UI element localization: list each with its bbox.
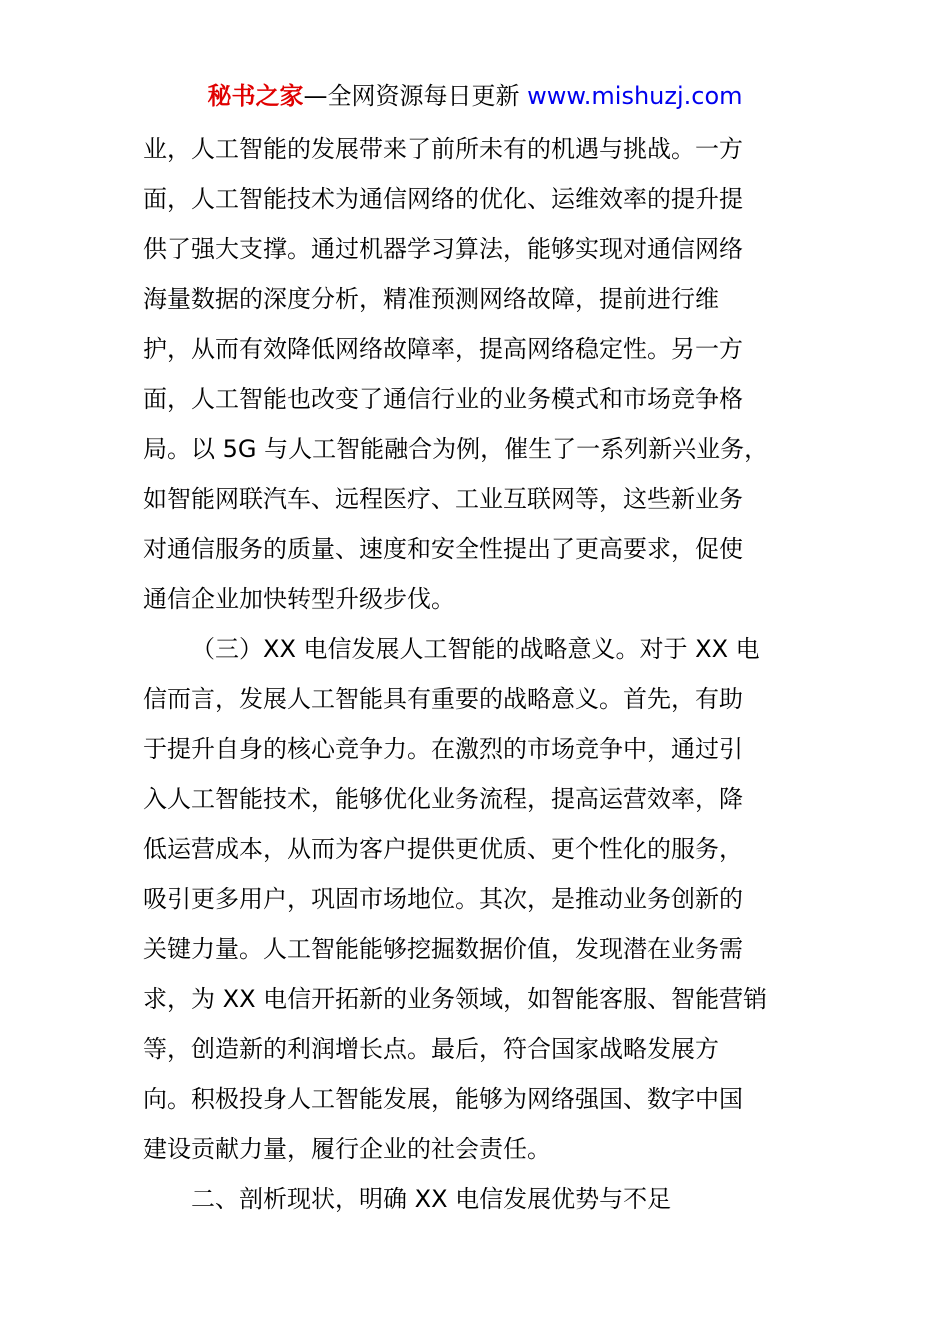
chapter-heading: 二、剖析现状，明确 XX 电信发展优势与不足 (191, 1185, 672, 1213)
text-line: 通信企业加快转型升级步伐。 (143, 585, 455, 613)
text-line: 护，从而有效降低网络故障率，提高网络稳定性。另一方 (143, 335, 743, 363)
text-line: 如智能网联汽车、远程医疗、工业互联网等，这些新业务 (143, 485, 743, 513)
text-line: 局。以 5G 与人工智能融合为例，催生了一系列新兴业务， (143, 435, 769, 463)
text-line: 关键力量。人工智能能够挖掘数据价值，发现潜在业务需 (143, 935, 743, 963)
text-line: 对通信服务的质量、速度和安全性提出了更高要求，促使 (143, 535, 743, 563)
text-line: 海量数据的深度分析，精准预测网络故障，提前进行维 (143, 285, 719, 313)
text-line: 入人工智能技术，能够优化业务流程，提高运营效率，降 (143, 785, 743, 813)
section-heading: （三）XX 电信发展人工智能的战略意义。对于 XX 电 (191, 635, 760, 663)
text-line: 业，人工智能的发展带来了前所未有的机遇与挑战。一方 (143, 135, 743, 163)
site-url-link[interactable]: www.mishuzj.com (527, 82, 743, 110)
text-line: 低运营成本，从而为客户提供更优质、更个性化的服务， (143, 835, 743, 863)
page-header (0, 80, 950, 112)
text-line: 信而言，发展人工智能具有重要的战略意义。首先，有助 (143, 685, 743, 713)
text-line: 面，人工智能也改变了通信行业的业务模式和市场竞争格 (143, 385, 743, 413)
text-line: 建设贡献力量，履行企业的社会责任。 (143, 1135, 551, 1163)
document-body (143, 124, 807, 1224)
text-line: 等，创造新的利润增长点。最后，符合国家战略发展方 (143, 1035, 719, 1063)
site-tagline: —全网资源每日更新 (303, 82, 528, 110)
text-line: 吸引更多用户，巩固市场地位。其次，是推动业务创新的 (143, 885, 743, 913)
text-line: 求，为 XX 电信开拓新的业务领域，如智能客服、智能营销 (143, 985, 768, 1013)
text-line: 于提升自身的核心竞争力。在激烈的市场竞争中，通过引 (143, 735, 743, 763)
text-line: 面，人工智能技术为通信网络的优化、运维效率的提升提 (143, 185, 743, 213)
text-line: 向。积极投身人工智能发展，能够为网络强国、数字中国 (143, 1085, 743, 1113)
text-line: 供了强大支撑。通过机器学习算法，能够实现对通信网络 (143, 235, 743, 263)
site-brand: 秘书之家 (207, 82, 304, 110)
